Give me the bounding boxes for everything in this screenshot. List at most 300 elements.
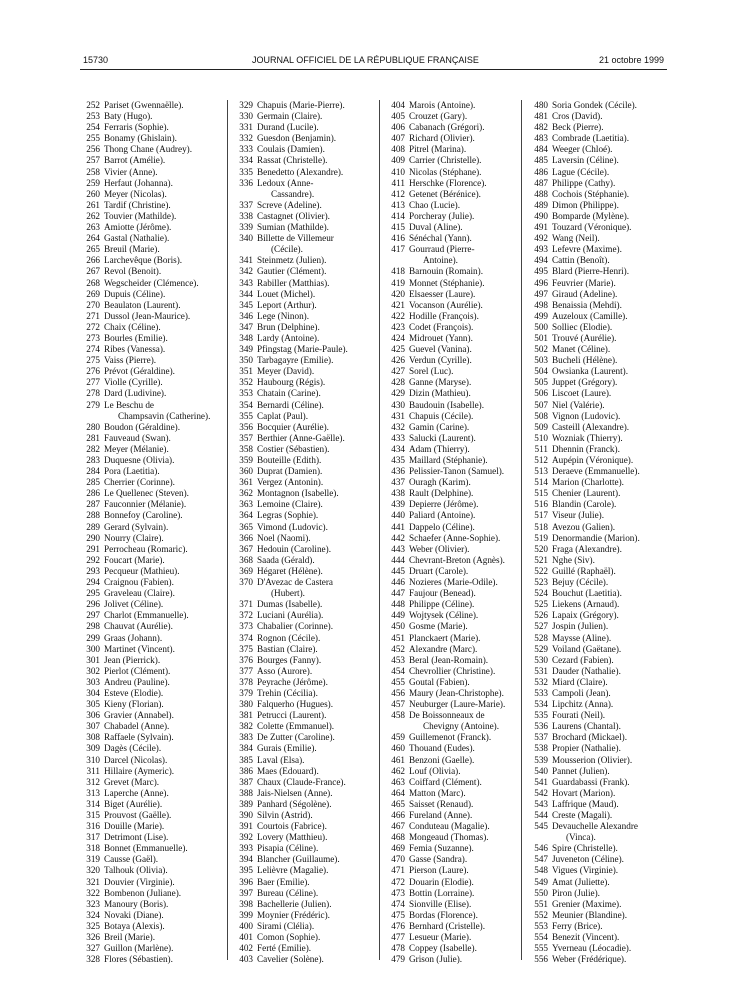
list-item — [233, 621, 373, 632]
entry-name-line: Coiffard (Clément). — [409, 776, 482, 787]
list-item — [80, 688, 220, 699]
entry-name — [257, 355, 373, 366]
entry-name-line: Foucart (Marie). — [104, 554, 165, 565]
list-item — [385, 355, 515, 366]
list-item — [528, 799, 666, 810]
entry-number: 496 — [534, 277, 548, 288]
list-item — [233, 311, 373, 322]
entry-name — [104, 278, 220, 289]
entry-number: 445 — [391, 565, 405, 576]
entry-number: 267 — [86, 266, 100, 277]
entry-number: 459 — [391, 732, 405, 743]
entry-number: 347 — [239, 321, 253, 332]
entry-name — [409, 755, 515, 766]
list-item — [528, 488, 666, 499]
entry-number: 471 — [391, 865, 405, 876]
entry-number: 363 — [239, 499, 253, 510]
entry-name-line: Bonnet (Emmanuelle). — [104, 843, 188, 854]
entry-name-line: Caplat (Paul). — [257, 410, 309, 421]
entry-number: 390 — [239, 810, 253, 820]
entry-name-line: Laurens (Chantal). — [552, 721, 621, 732]
list-item — [80, 954, 220, 965]
entry-name-line: Chatain (Carine). — [257, 388, 321, 399]
entry-name — [257, 810, 373, 821]
entry-name — [552, 921, 666, 932]
list-item — [528, 189, 666, 200]
entry-name-line: Thouand (Eudes). — [409, 743, 475, 754]
entry-name — [409, 899, 515, 910]
entry-name — [552, 899, 666, 910]
entry-name — [257, 633, 373, 644]
list-item — [528, 366, 666, 377]
entry-name — [409, 621, 515, 632]
entry-name-line: Maillard (Stéphanie). — [409, 455, 488, 465]
entry-name — [409, 932, 515, 943]
entry-name-line: Ouragh (Karim). — [409, 477, 471, 488]
entry-number: 509 — [534, 421, 548, 432]
entry-number: 328 — [86, 954, 100, 965]
entry-number: 481 — [534, 111, 548, 122]
entry-number: 428 — [391, 377, 405, 388]
entry-name-line: Cattin (Benoît). — [552, 255, 610, 266]
entry-number: 537 — [534, 732, 548, 743]
entry-name-line: Elsaesser (Laure). — [409, 288, 476, 299]
list-item — [233, 211, 373, 222]
list-item — [233, 544, 373, 555]
entry-name — [104, 799, 220, 810]
entry-name — [257, 333, 373, 344]
list-item — [233, 865, 373, 876]
list-item — [80, 610, 220, 621]
entry-name — [104, 289, 220, 300]
entry-name-line: Guillé (Raphaël). — [552, 565, 616, 576]
entry-name — [104, 610, 220, 621]
entry-name — [104, 222, 220, 233]
column-divider — [521, 100, 522, 960]
entry-name-line: Sénéchal (Yann). — [409, 233, 472, 244]
entry-name — [409, 766, 515, 777]
entry-name-line: Crouzet (Gary). — [409, 111, 468, 122]
list-item — [385, 954, 515, 965]
entry-name-line: Detrimont (Lise). — [104, 832, 169, 843]
entry-name — [104, 444, 220, 455]
entry-number: 377 — [239, 665, 253, 676]
entry-name — [552, 954, 666, 965]
list-item — [80, 755, 220, 766]
entry-name-line: Larchevêque (Boris). — [104, 255, 183, 266]
list-item — [528, 311, 666, 322]
list-item — [233, 289, 373, 300]
entry-name-continuation: Cassandre). — [271, 188, 315, 199]
entry-name-line: Dauder (Nathalie). — [552, 665, 621, 676]
entry-name-line: Chao (Lucie). — [409, 199, 461, 210]
entry-name-line: Bastian (Claire). — [257, 643, 318, 654]
entry-name — [409, 910, 515, 921]
entry-number: 386 — [239, 765, 253, 776]
entry-number: 357 — [239, 432, 253, 443]
list-item — [80, 932, 220, 943]
list-item — [528, 411, 666, 422]
list-item — [233, 533, 373, 544]
entry-name-line: Prouvost (Gaëlle). — [104, 810, 172, 820]
entry-number: 320 — [86, 865, 100, 876]
entry-name — [104, 943, 220, 954]
entry-name — [104, 488, 220, 499]
entry-name-line: Neuburger (Laure-Marie). — [409, 699, 506, 710]
entry-number: 556 — [534, 954, 548, 965]
list-item — [233, 566, 373, 577]
list-item — [233, 444, 373, 455]
entry-name-continuation: Chevigny (Antoine). — [423, 721, 500, 732]
entry-name — [409, 155, 515, 166]
entry-name — [409, 433, 515, 444]
page-header — [0, 55, 731, 69]
entry-number: 389 — [239, 798, 253, 809]
entry-name — [257, 366, 373, 377]
entry-name-line: Devauchelle Alexandre — [552, 821, 638, 832]
list-item — [528, 810, 666, 821]
entry-name — [257, 533, 373, 544]
list-item — [385, 799, 515, 810]
entry-name — [104, 655, 220, 666]
entry-number: 465 — [391, 798, 405, 809]
entry-name — [409, 688, 515, 699]
list-item — [385, 388, 515, 399]
list-item — [528, 122, 666, 133]
entry-number: 407 — [391, 133, 405, 144]
entry-name — [104, 544, 220, 555]
entry-name — [552, 888, 666, 899]
entry-name-line: Bocquier (Aurélie). — [257, 421, 329, 432]
entry-name-line: Leport (Arthur). — [257, 299, 317, 310]
entry-name-line: Ferry (Brice). — [552, 920, 603, 931]
list-item — [233, 610, 373, 621]
entry-name — [552, 732, 666, 743]
entry-number: 553 — [534, 920, 548, 931]
entry-name — [257, 877, 373, 888]
entry-name-line: Herschke (Florence). — [409, 177, 487, 188]
entry-name — [409, 732, 515, 743]
entry-name — [104, 699, 220, 710]
entry-number: 404 — [391, 100, 405, 110]
list-item — [528, 499, 666, 510]
list-item — [80, 422, 220, 433]
entry-name-line: Jolivet (Céline). — [104, 599, 164, 610]
entry-name-line: Weeger (Chloé). — [552, 144, 613, 155]
list-item — [233, 799, 373, 810]
entry-name — [409, 222, 515, 233]
entry-name — [257, 710, 373, 721]
entry-name — [104, 200, 220, 211]
entry-name — [104, 555, 220, 566]
list-item — [528, 477, 666, 488]
entry-name — [409, 100, 515, 111]
entry-name — [552, 311, 666, 322]
list-item — [80, 344, 220, 355]
list-item — [528, 865, 666, 876]
entry-name-line: Chabadel (Anne). — [104, 721, 170, 732]
entry-number: 331 — [239, 122, 253, 133]
entry-number: 467 — [391, 821, 405, 832]
entry-number: 406 — [391, 122, 405, 133]
entry-number: 284 — [86, 466, 100, 477]
entry-number: 517 — [534, 510, 548, 521]
entry-name-line: Wegscheider (Clémence). — [104, 277, 199, 288]
entry-name — [257, 910, 373, 921]
entry-name-line: Vignon (Ludovic). — [552, 410, 621, 421]
entry-name — [104, 821, 220, 832]
entry-number: 452 — [391, 643, 405, 654]
entry-number: 376 — [239, 654, 253, 665]
entry-number: 256 — [86, 144, 100, 155]
entry-name-line: Juveneton (Céline). — [552, 854, 624, 865]
list-item — [233, 167, 373, 178]
entry-number: 441 — [391, 521, 405, 532]
list-item — [528, 666, 666, 677]
entry-name-line: Tardif (Christine). — [104, 199, 171, 210]
list-item — [80, 810, 220, 821]
entry-name-line: Jospin (Julien). — [552, 621, 609, 632]
entry-name-line: Giraud (Adeline). — [552, 288, 618, 299]
entry-name-line: Graas (Johann). — [104, 632, 163, 643]
entry-name-line: Charlot (Emmanuelle). — [104, 610, 189, 621]
entry-name — [552, 444, 666, 455]
entry-name-line: Moynier (Frédéric). — [257, 909, 330, 920]
entry-name-continuation: Antoine). — [423, 255, 458, 266]
entry-name-line: Duval (Aline). — [409, 222, 463, 233]
entry-number: 260 — [86, 188, 100, 199]
entry-name-line: Pisapia (Céline). — [257, 843, 319, 854]
entry-number: 350 — [239, 355, 253, 366]
entry-name-line: Pecqueur (Mathieu). — [104, 565, 180, 576]
entry-number: 511 — [534, 443, 548, 454]
entry-number: 279 — [86, 399, 100, 410]
entry-name-line: Meyer (Nicolas). — [104, 188, 167, 199]
entry-number: 427 — [391, 366, 405, 377]
entry-name-line: Coppey (Isabelle). — [409, 943, 477, 954]
entry-name — [257, 766, 373, 777]
entry-number: 361 — [239, 477, 253, 488]
list-item — [233, 255, 373, 266]
entry-number: 323 — [86, 898, 100, 909]
entry-name — [552, 189, 666, 200]
entry-name — [409, 344, 515, 355]
entry-name-line: Marois (Antoine). — [409, 100, 476, 110]
entry-number: 338 — [239, 210, 253, 221]
entry-number: 366 — [239, 532, 253, 543]
list-item — [233, 477, 373, 488]
entry-name — [104, 211, 220, 222]
entry-name-line: Graveleau (Claire). — [104, 588, 175, 599]
entry-number: 544 — [534, 810, 548, 820]
entry-number: 446 — [391, 577, 405, 588]
entry-number: 504 — [534, 366, 548, 377]
entry-name — [104, 921, 220, 932]
list-item — [80, 233, 220, 244]
entry-name-line: Cherrier (Corinne). — [104, 477, 175, 488]
entry-name-line: Bonamy (Ghislain). — [104, 133, 177, 144]
list-item — [385, 755, 515, 766]
entry-name-line: Monnet (Stéphanie). — [409, 277, 485, 288]
entry-number: 344 — [239, 288, 253, 299]
list-item — [528, 721, 666, 732]
entry-number: 412 — [391, 188, 405, 199]
entry-name — [104, 865, 220, 876]
entry-number: 283 — [86, 455, 100, 465]
entry-number: 336 — [239, 177, 253, 188]
entry-name-line: Gosme (Marie). — [409, 621, 468, 632]
entry-name — [409, 522, 515, 533]
entry-number: 285 — [86, 477, 100, 488]
entry-name — [104, 244, 220, 255]
entry-name — [409, 599, 515, 610]
entry-name — [552, 178, 666, 189]
entry-name-line: Nicolas (Stéphane). — [409, 166, 482, 177]
list-column-2 — [233, 100, 373, 965]
entry-number: 541 — [534, 776, 548, 787]
entry-number: 525 — [534, 599, 548, 610]
list-item — [528, 100, 666, 111]
entry-number: 490 — [534, 210, 548, 221]
entry-name — [257, 133, 373, 144]
entry-name — [104, 433, 220, 444]
entry-name — [104, 155, 220, 166]
entry-number: 359 — [239, 455, 253, 465]
list-item — [233, 355, 373, 366]
entry-name — [552, 610, 666, 621]
entry-number: 265 — [86, 244, 100, 255]
list-item — [80, 533, 220, 544]
entry-name — [257, 621, 373, 632]
entry-name — [552, 810, 666, 821]
list-item — [80, 644, 220, 655]
list-item — [528, 455, 666, 466]
entry-number: 378 — [239, 676, 253, 687]
entry-name — [552, 510, 666, 521]
entry-name-line: Femia (Suzanne). — [409, 843, 474, 854]
list-item — [233, 455, 373, 466]
entry-name-line: Fourati (Neil). — [552, 710, 606, 721]
entry-name-line: Baer (Emilie). — [257, 876, 310, 887]
list-item — [385, 144, 515, 155]
entry-name-line: Blard (Pierre-Henri). — [552, 266, 630, 277]
entry-number: 317 — [86, 832, 100, 843]
entry-name — [552, 300, 666, 311]
entry-number: 437 — [391, 477, 405, 488]
entry-number: 316 — [86, 821, 100, 832]
entry-name-line: Chenier (Laurent). — [552, 488, 621, 499]
entry-name — [104, 910, 220, 921]
entry-name — [409, 211, 515, 222]
entry-name-line: Miard (Claire). — [552, 676, 608, 687]
entry-name-line: Cavelier (Solène). — [257, 954, 324, 965]
entry-number: 512 — [534, 455, 548, 465]
entry-number: 345 — [239, 299, 253, 310]
entry-number: 312 — [86, 776, 100, 787]
list-item — [233, 677, 373, 688]
entry-number: 383 — [239, 732, 253, 743]
entry-name-line: Wang (Neil). — [552, 233, 600, 244]
entry-number: 546 — [534, 843, 548, 854]
list-item — [528, 932, 666, 943]
list-item — [528, 710, 666, 721]
entry-number: 297 — [86, 610, 100, 621]
list-item — [233, 144, 373, 155]
entry-name — [552, 533, 666, 544]
list-item — [80, 799, 220, 810]
entry-name — [409, 799, 515, 810]
entry-name-line: Barrot (Amélie). — [104, 155, 166, 166]
entry-name — [104, 533, 220, 544]
entry-number: 403 — [239, 954, 253, 965]
column-divider — [227, 100, 228, 960]
entry-number: 396 — [239, 876, 253, 887]
entry-name — [552, 932, 666, 943]
list-item — [80, 577, 220, 588]
entry-number: 489 — [534, 199, 548, 210]
entry-name-line: De Boissonneaux de — [409, 710, 485, 721]
entry-name — [104, 344, 220, 355]
list-item — [528, 533, 666, 544]
entry-number: 540 — [534, 765, 548, 776]
list-item — [233, 366, 373, 377]
entry-number: 507 — [534, 399, 548, 410]
entry-name-line: Nozieres (Marie-Odile). — [409, 577, 498, 588]
entry-name — [552, 466, 666, 477]
entry-number: 295 — [86, 588, 100, 599]
entry-number: 410 — [391, 166, 405, 177]
entry-name — [552, 244, 666, 255]
entry-number: 337 — [239, 199, 253, 210]
entry-number: 271 — [86, 310, 100, 321]
entry-number: 278 — [86, 388, 100, 399]
entry-name-line: Bourges (Fanny). — [257, 654, 322, 665]
entry-number: 342 — [239, 266, 253, 277]
list-item — [528, 355, 666, 366]
entry-name-line: Vimond (Ludovic). — [257, 521, 328, 532]
list-item — [80, 167, 220, 178]
entry-number: 364 — [239, 510, 253, 521]
entry-name-line: Vergez (Antonin). — [257, 477, 324, 488]
entry-name — [104, 766, 220, 777]
entry-number: 255 — [86, 133, 100, 144]
entry-number: 371 — [239, 599, 253, 610]
entry-name-line: Pierson (Laure). — [409, 865, 469, 876]
entry-name-line: Gasse (Sandra). — [409, 854, 468, 865]
list-item — [80, 178, 220, 189]
list-item — [528, 910, 666, 921]
entry-name-line: Verdun (Cyrille). — [409, 355, 472, 366]
entry-number: 495 — [534, 266, 548, 277]
entry-name-line: Bernardi (Céline). — [257, 399, 324, 410]
entry-name-line: Maysse (Aline). — [552, 632, 612, 643]
entry-name — [552, 799, 666, 810]
entry-name-line: Chauvat (Aurélie). — [104, 621, 173, 632]
entry-name — [552, 777, 666, 788]
entry-name-line: Castagnet (Olivier). — [257, 210, 330, 221]
entry-name — [409, 477, 515, 488]
entry-number: 477 — [391, 932, 405, 943]
entry-name-line: Gamin (Carine). — [409, 421, 470, 432]
entry-number: 535 — [534, 710, 548, 721]
entry-number: 280 — [86, 421, 100, 432]
entry-number: 341 — [239, 255, 253, 266]
list-item — [528, 877, 666, 888]
list-item — [528, 888, 666, 899]
list-item — [80, 732, 220, 743]
list-item — [385, 555, 515, 566]
entry-number: 351 — [239, 366, 253, 377]
